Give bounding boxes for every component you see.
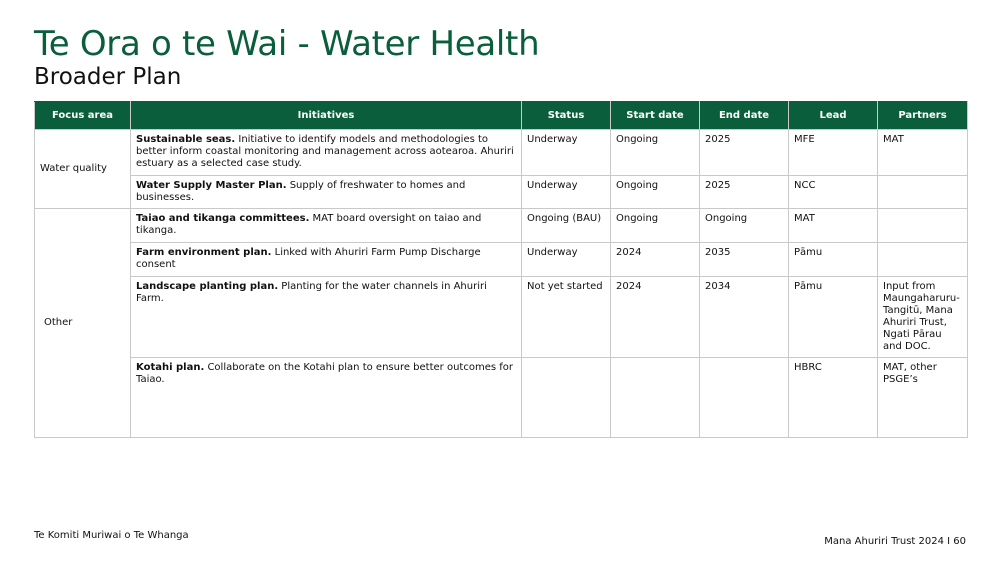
header-initiatives: Initiatives <box>131 102 522 130</box>
end-date-cell: 2035 <box>700 243 789 277</box>
header-end-date: End date <box>700 102 789 130</box>
footer-page-info: Mana Ahuriri Trust 2024 I 60 <box>824 536 966 547</box>
table-row <box>35 209 968 243</box>
focus-area-cell: Other <box>35 209 131 438</box>
end-date-cell: 2025 <box>700 176 789 209</box>
status-cell: Not yet started <box>522 277 611 358</box>
initiative-description: Linked with Ahuriri Farm Pump Discharge consent <box>136 247 481 270</box>
header-start-date: Start date <box>611 102 700 130</box>
header-lead: Lead <box>789 102 878 130</box>
partners-cell <box>878 176 968 209</box>
initiative-title: Kotahi plan. <box>136 362 205 373</box>
partners-cell <box>878 209 968 243</box>
focus-area-cell: Water quality <box>35 130 131 209</box>
status-cell: Ongoing (BAU) <box>522 209 611 243</box>
lead-cell: HBRC <box>789 358 878 438</box>
status-cell <box>522 358 611 438</box>
initiative-title: Landscape planting plan. <box>136 281 279 292</box>
initiative-title: Water Supply Master Plan. <box>136 180 287 191</box>
status-cell: Underway <box>522 130 611 176</box>
initiative-title: Farm environment plan. <box>136 247 272 258</box>
partners-cell: MAT, other PSGE’s <box>878 358 968 438</box>
initiative-cell <box>131 277 522 358</box>
initiative-cell <box>131 176 522 209</box>
start-date-cell: 2024 <box>611 243 700 277</box>
table-row <box>35 176 968 209</box>
header-status: Status <box>522 102 611 130</box>
end-date-cell: Ongoing <box>700 209 789 243</box>
header-focus-area: Focus area <box>35 102 131 130</box>
table-row <box>35 130 968 176</box>
table-row <box>35 358 968 438</box>
lead-cell: Pāmu <box>789 243 878 277</box>
partners-cell: Input from Maungaharuru-Tangitū, Mana Ahuriri Trust, Ngati Pārau and DOC. <box>878 277 968 358</box>
initiative-cell <box>131 130 522 176</box>
footer-committee-name: Te Komiti Muriwai o Te Whanga <box>34 530 189 541</box>
start-date-cell: Ongoing <box>611 209 700 243</box>
initiative-description: Planting for the water channels in Ahuriri Farm. <box>136 281 487 304</box>
initiative-cell <box>131 243 522 277</box>
initiative-description: Initiative to identify models and methodologies to better inform coastal monitoring and management across aotearoa. Ahuriri estuary as a selected case study. <box>136 134 514 169</box>
partners-cell <box>878 243 968 277</box>
lead-cell: NCC <box>789 176 878 209</box>
lead-cell: MFE <box>789 130 878 176</box>
end-date-cell <box>700 358 789 438</box>
lead-cell: Pāmu <box>789 277 878 358</box>
slide-title: Te Ora o te Wai - Water Health <box>34 24 540 64</box>
slide-subtitle: Broader Plan <box>34 64 182 90</box>
start-date-cell <box>611 358 700 438</box>
status-cell: Underway <box>522 176 611 209</box>
initiative-title: Taiao and tikanga committees. <box>136 213 310 224</box>
lead-cell: MAT <box>789 209 878 243</box>
initiative-cell <box>131 209 522 243</box>
table-row <box>35 277 968 358</box>
table-row <box>35 243 968 277</box>
initiative-description: Collaborate on the Kotahi plan to ensure better outcomes for Taiao. <box>136 362 513 385</box>
end-date-cell: 2034 <box>700 277 789 358</box>
initiative-description: MAT board oversight on taiao and tikanga. <box>136 213 482 236</box>
broader-plan-table <box>34 101 968 438</box>
start-date-cell: Ongoing <box>611 130 700 176</box>
partners-cell: MAT <box>878 130 968 176</box>
start-date-cell: 2024 <box>611 277 700 358</box>
table-header-row <box>35 102 968 130</box>
start-date-cell: Ongoing <box>611 176 700 209</box>
end-date-cell: 2025 <box>700 130 789 176</box>
initiative-description: Supply of freshwater to homes and businesses. <box>136 180 466 203</box>
status-cell: Underway <box>522 243 611 277</box>
initiative-title: Sustainable seas. <box>136 134 236 145</box>
header-partners: Partners <box>878 102 968 130</box>
initiative-cell <box>131 358 522 438</box>
